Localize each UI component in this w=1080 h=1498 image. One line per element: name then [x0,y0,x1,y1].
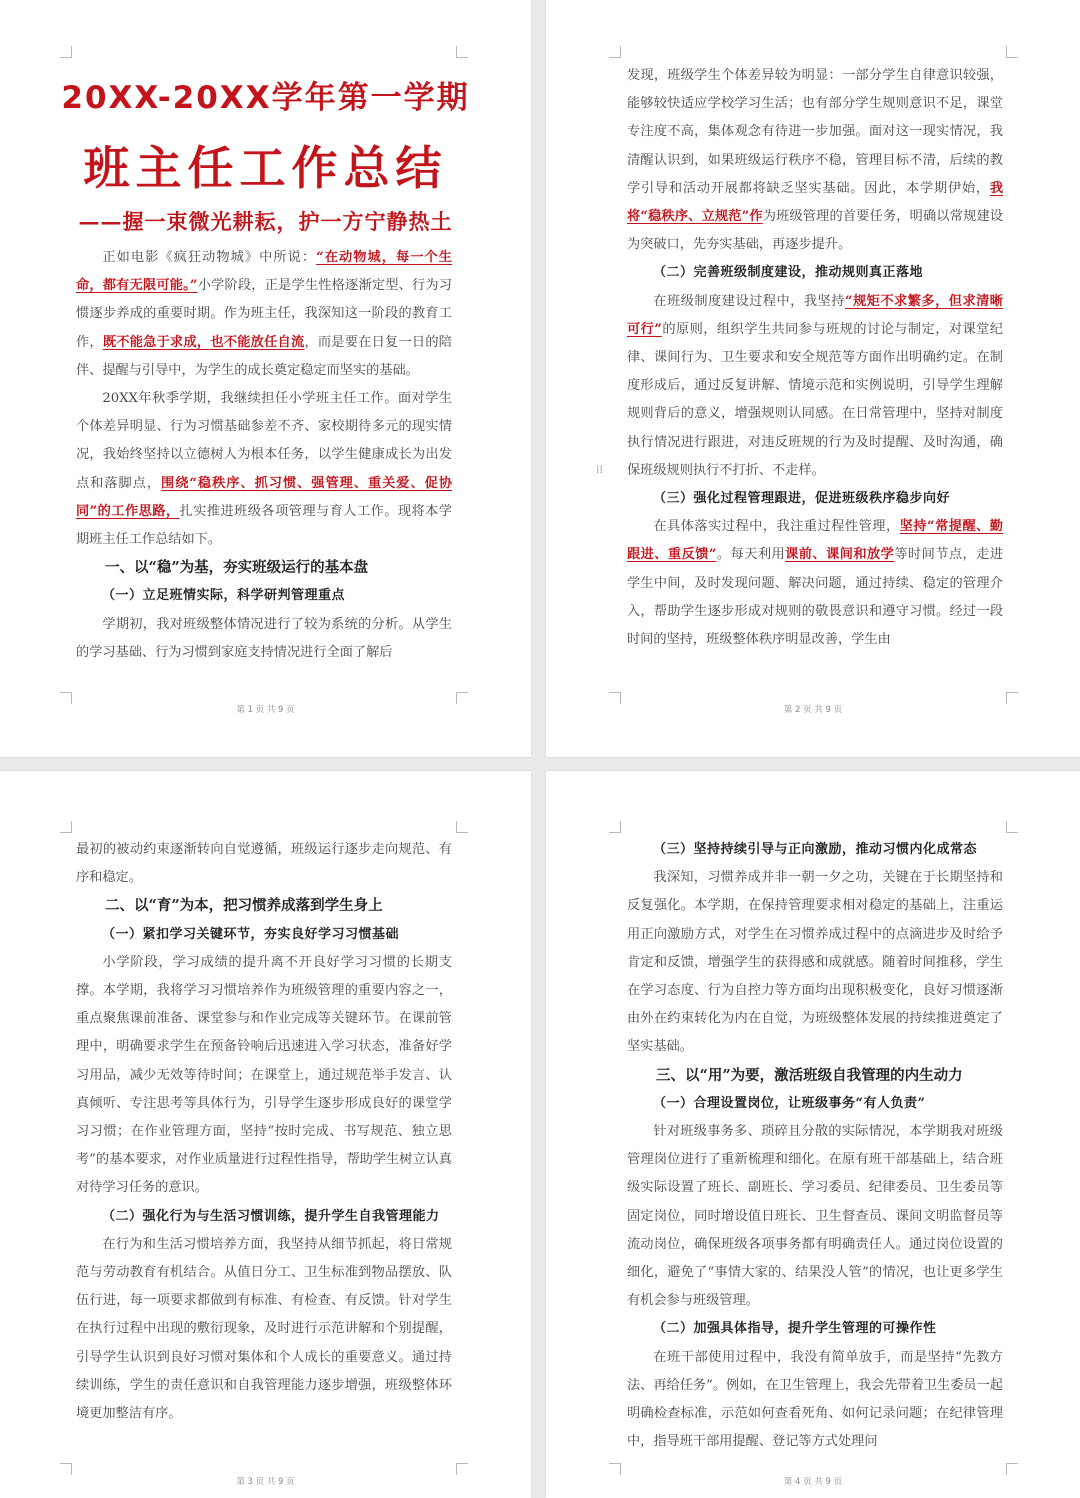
subsection-heading: （一）紧扣学习关键环节，夯实良好学习习惯基础 [102,926,400,942]
paragraph: 我深知，习惯养成并非一朝一夕之功，关键在于长期坚持和反复强化。本学期，在保持管理要求相对稳定的基础上，注重运用正向激励方式，对学生在习惯养成过程中的点滴进步及时给予肯定和反馈，增强学生的获得感和成就感。随着时间推移，学生在学习态度、行为自控力等方面均出现积极变化，良好习惯逐渐由外在约束转化为内在自觉，为班级整体发展的持续推进奠定了坚实基础。 [627,870,1003,1055]
highlighted-quote: “规矩不求繁多，但求清晰可行” [627,293,1003,337]
margin-mark-top-left [609,821,621,833]
margin-mark-top-left [609,46,621,58]
paragraph: 最初的被动约束逐渐转向自觉遵循，班级运行逐步走向规范、有序和稳定。 [76,842,452,886]
highlighted-phrase: 既不能急于求成，也不能放任自流 [102,334,305,350]
document-page-3 [0,771,531,1498]
page-number: 第 2 页 共 9 页 [783,705,843,715]
highlighted-phrase: 围绕“稳秩序、抓习惯、强管理、重关爱、促协同”的工作思路， [76,475,453,519]
section-heading: 一、以“稳”为基，夯实班级运行的基本盘 [105,559,369,577]
drag-handle-icon[interactable]: ⁞⁞ [596,463,603,476]
page-3-body [76,836,452,1428]
margin-mark-bottom-right [456,1463,468,1475]
document-page-1 [0,0,531,757]
document-page-4 [546,771,1080,1498]
paragraph: 20XX年秋季学期，我继续担任小学班主任工作。面对学生个体差异明显、行为习惯基础参差不齐、家校期待多元的现实情况，我始终坚持以立德树人为根本任务，以学生健康成长为出发点和落脚点，围绕“稳秩序、抓习惯、强管理、重关爱、促协同”的工作思路，扎实推进班级各项管理与育人工作。现将本学期班主任工作总结如下。 [76,391,453,548]
page-4-body [627,836,1003,1456]
subsection-heading: （二）完善班级制度建设，推动规则真正落地 [653,265,924,281]
margin-mark-top-right [456,46,468,58]
subsection-heading: （二）强化行为与生活习惯训练，提升学生自我管理能力 [102,1208,440,1224]
subsection-heading: （一）立足班情实际，科学研判管理重点 [102,588,346,604]
margin-mark-bottom-left [60,1463,72,1475]
margin-mark-top-right [1006,46,1018,58]
paragraph: 在具体落实过程中，我注重过程性管理，坚持“常提醒、勤跟进、重反馈”。每天利用课前、课间和放学等时间节点，走进学生中间，及时发现问题、解决问题，通过持续、稳定的管理介入，帮助学生逐步形成对规则的敬畏意识和遵守习惯。经过一段时间的坚持，班级整体秩序明显改善，学生由 [627,519,1004,648]
subsection-heading: （三）坚持持续引导与正向激励，推动习惯内化成常态 [653,842,978,857]
document-page-2 [546,0,1080,757]
document-title-main: 班主任工作总结 [83,141,448,195]
margin-mark-top-right [456,821,468,833]
page-number: 第 3 页 共 9 页 [236,1477,295,1487]
paragraph: 小学阶段，学习成绩的提升离不开良好学习习惯的长期支撑。本学期，我将学习习惯培养作为班级管理的重要内容之一，重点聚焦课前准备、课堂参与和作业完成等关键环节。在课前管理中，明确要求学生在预备铃响后迅速进入学习状态，准备好学习用品，减少无效等待时间；在课堂上，通过规范举手发言、认真倾听、专注思考等具体行为，引导学生逐步形成良好的课堂学习习惯；在作业管理方面，坚持“按时完成、书写规范、独立思考”的基本要求，对作业质量进行过程性指导，帮助学生树立认真对待学习任务的意识。 [76,954,452,1196]
paragraph: 在行为和生活习惯培养方面，我坚持从细节抓起，将日常规范与劳动教育有机结合。从值日分工、卫生标准到物品摆放、队伍行进，每一项要求都做到有标准、有检查、有反馈。针对学生在执行过程中出现的敷衍现象，及时进行示范讲解和个别提醒，引导学生认识到良好习惯对集体和个人成长的重要意义。通过持续训练，学生的责任意识和自我管理能力逐步增强，班级整体环境更加整洁有序。 [76,1236,452,1422]
paragraph: 正如电影《疯狂动物城》中所说：“在动物城，每一个生命，都有无限可能。”小学阶段，正是学生性格逐渐定型、行为习惯逐步养成的重要时期。作为班主任，我深知这一阶段的教育工作，既不能急于求成，也不能放任自流，而是要在日复一日的陪伴、提醒与引导中，为学生的成长奠定稳定而坚实的基础。 [76,250,452,378]
highlighted-phrase: 课前、课间和放学 [785,547,895,563]
highlighted-phrase: 坚持“常提醒、勤跟进、重反馈” [627,519,1003,563]
paragraph: 学期初，我对班级整体情况进行了较为系统的分析。从学生的学习基础、行为习惯到家庭支持情况进行全面了解后 [76,616,452,660]
margin-mark-top-left [60,46,72,58]
section-heading: 三、以“用”为要，激活班级自我管理的内生动力 [656,1066,963,1084]
margin-mark-top-right [1006,821,1018,833]
paragraph: 针对班级事务多、琐碎且分散的实际情况，本学期我对班级管理岗位进行了重新梳理和细化。在原有班干部基础上，结合班级实际设置了班长、副班长、学习委员、纪律委员、卫生委员等固定岗位，同时增设值日班长、卫生督查员、课间文明监督员等流动岗位，确保班级各项事务都有明确责任人。通过岗位设置的细化，避免了“事情大家的、结果没人管”的情况，也让更多学生有机会参与班级管理。 [627,1124,1003,1309]
subsection-heading: （三）强化过程管理跟进，促进班级秩序稳步向好 [653,491,951,507]
page-number: 第 1 页 共 9 页 [236,705,295,715]
margin-mark-top-left [60,821,72,833]
highlighted-quote: “在动物城，每一个生命，都有无限可能。” [76,250,452,294]
subsection-heading: （一）合理设置岗位，让班级事务“有人负责” [653,1095,926,1111]
section-heading: 二、以“育”为本，把习惯养成落到学生身上 [105,897,383,915]
page-number: 第 4 页 共 9 页 [783,1477,843,1487]
margin-mark-bottom-left [609,1463,621,1475]
paragraph: 在班干部使用过程中，我没有简单放手，而是坚持“先教方法、再给任务”。例如，在卫生管理上，我会先带着卫生委员一起明确检查标准，示范如何查看死角、如何记录问题；在纪律管理中，指导班干部用提醒、登记等方式处理问 [627,1349,1003,1450]
document-subtitle: ——握一束微光耕耘，护一方宁静热土 [78,209,453,234]
page-2-body [627,62,1003,654]
paragraph: 在班级制度建设过程中，我坚持“规矩不求繁多，但求清晰可行”的原则，组织学生共同参与班规的讨论与制定，对课堂纪律、课间行为、卫生要求和安全规范等方面作出明确约定。在制度形成后，通过反复讲解、情境示范和实例说明，引导学生理解规则背后的意义，增强规则认同感。在日常管理中，坚持对制度执行情况进行跟进，对违反班规的行为及时提醒、及时沟通，确保班级规则执行不打折、不走样。 [627,293,1003,478]
highlighted-phrase: 我将“稳秩序、立规范”作 [627,180,1003,225]
margin-mark-bottom-right [1006,1463,1018,1475]
paragraph: 发现，班级学生个体差异较为明显：一部分学生自律意识较强，能够较快适应学校学习生活；也有部分学生规则意识不足，课堂专注度不高，集体观念有待进一步加强。面对这一现实情况，我清醒认识到，如果班级运行秩序不稳，管理目标不清，后续的教学引导和活动开展都将缺乏坚实基础。因此，本学期伊始，我将“稳秩序、立规范”作为班级管理的首要任务，明确以常规建设为突破口，先夯实基础，再逐步提升。 [627,68,1004,253]
document-title-term: 20XX-20XX学年第一学期 [61,80,470,116]
page-1-body [76,244,452,667]
subsection-heading: （二）加强具体指导，提升学生管理的可操作性 [653,1321,937,1337]
